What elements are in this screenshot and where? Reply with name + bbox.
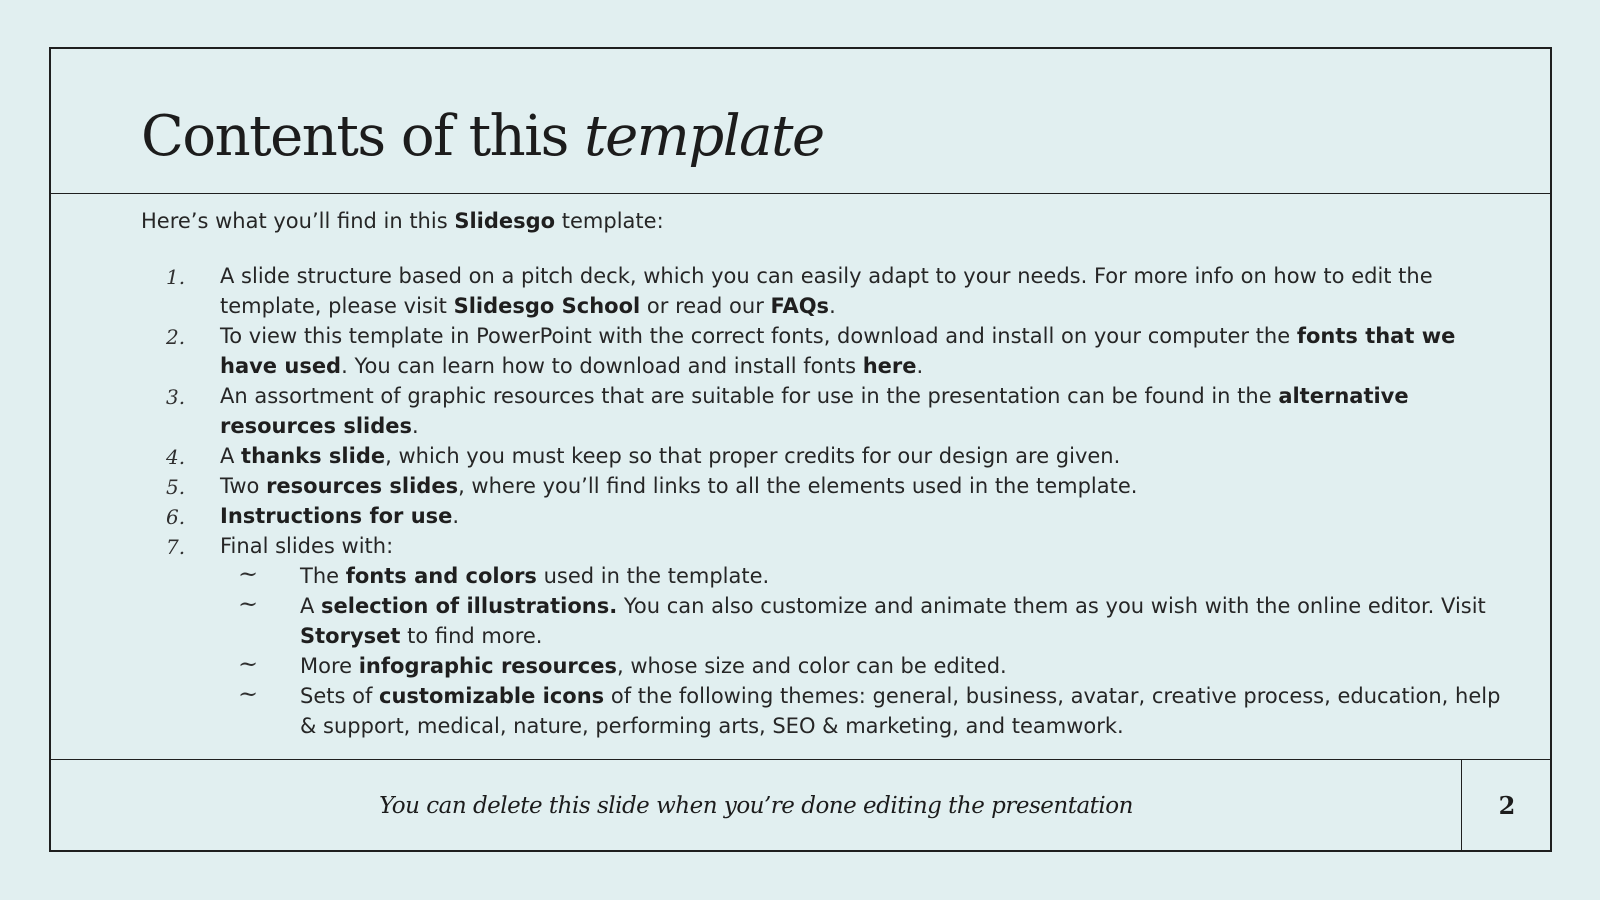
item-highlight: selection of illustrations.	[321, 594, 618, 618]
list-number: 3.	[166, 385, 186, 409]
footer-bar	[51, 759, 1550, 852]
intro-text	[141, 204, 1501, 238]
item-text: To view this template in PowerPoint with the correct fonts, download and install on your computer the	[220, 324, 1297, 348]
tilde-bullet-icon: ~	[238, 680, 259, 708]
item-link[interactable]: Storyset	[300, 624, 401, 648]
item-text: used in the template.	[536, 564, 770, 588]
intro-suffix: template:	[555, 209, 664, 233]
item-text: . You can learn how to download and install fonts	[341, 354, 863, 378]
tilde-bullet-icon: ~	[238, 650, 259, 678]
item-link[interactable]: alternative resources slides	[220, 384, 1409, 438]
item-text: , where you’ll find links to all the elements used in the template.	[458, 474, 1138, 498]
item-text: to find more.	[400, 624, 543, 648]
item-text: .	[412, 414, 419, 438]
item-text: , whose size and color can be edited.	[616, 654, 1007, 678]
item-text: The	[300, 564, 346, 588]
tilde-bullet-icon: ~	[238, 560, 259, 588]
sub-list-item	[220, 591, 1501, 651]
item-text: A	[220, 444, 242, 468]
intro-brand: Slidesgo	[454, 209, 556, 233]
list-item	[141, 531, 1501, 741]
page-number: 2	[1461, 760, 1552, 851]
item-highlight: infographic resources	[358, 654, 617, 678]
contents-list	[141, 261, 1501, 741]
list-number: 4.	[166, 445, 186, 469]
list-number: 5.	[166, 475, 186, 499]
item-text: .	[916, 354, 924, 378]
slide-frame	[49, 47, 1552, 852]
sub-list-item	[220, 561, 1501, 591]
item-link[interactable]: FAQs	[770, 294, 830, 318]
list-item	[141, 321, 1501, 381]
title-regular: Contents of this	[141, 104, 585, 169]
item-text: .	[452, 504, 460, 528]
list-number: 1.	[166, 265, 186, 289]
item-text: Final slides with:	[220, 534, 394, 558]
final-slides-sublist	[220, 561, 1501, 741]
item-text: or read our	[640, 294, 771, 318]
content-body	[141, 204, 1501, 741]
item-text: Two	[220, 474, 267, 498]
title-italic: template	[584, 104, 824, 169]
item-link[interactable]: here	[862, 354, 917, 378]
footer-note: You can delete this slide when you’re done editing the presentation	[379, 792, 1133, 819]
list-number: 6.	[166, 505, 186, 529]
item-highlight: customizable icons	[379, 684, 605, 708]
item-highlight: fonts and colors	[345, 564, 537, 588]
intro-prefix: Here’s what you’ll find in this	[141, 209, 455, 233]
item-link[interactable]: thanks slide	[241, 444, 386, 468]
item-text: .	[829, 294, 836, 318]
item-text: More	[300, 654, 359, 678]
item-text: of the following themes: general, business, avatar, creative process, education, help & support, medical, nature, performing arts, SEO & marketing, and teamwork.	[300, 684, 1501, 738]
item-text: A	[300, 594, 322, 618]
title-area	[51, 49, 1550, 194]
sub-list-item	[220, 651, 1501, 681]
sub-list-item	[220, 681, 1501, 741]
list-number: 7.	[166, 535, 186, 559]
list-number: 2.	[166, 325, 186, 349]
list-item	[141, 501, 1501, 531]
item-text: A slide structure based on a pitch deck, which you can easily adapt to your needs. For more info on how to edit the template, please visit	[220, 264, 1433, 318]
list-item	[141, 381, 1501, 441]
item-link[interactable]: Slidesgo School	[453, 294, 641, 318]
slide-title	[141, 99, 824, 175]
item-link[interactable]: fonts that we have used	[220, 324, 1456, 378]
item-text: , which you must keep so that proper credits for our design are given.	[385, 444, 1121, 468]
tilde-bullet-icon: ~	[238, 590, 259, 618]
list-item	[141, 471, 1501, 501]
list-item	[141, 261, 1501, 321]
item-link[interactable]: resources slides	[266, 474, 459, 498]
item-link[interactable]: Instructions for use	[220, 504, 453, 528]
list-item	[141, 441, 1501, 471]
item-text: You can also customize and animate them as you wish with the online editor. Visit	[617, 594, 1486, 618]
item-text: An assortment of graphic resources that are suitable for use in the presentation can be found in the	[220, 384, 1279, 408]
item-text: Sets of	[300, 684, 380, 708]
